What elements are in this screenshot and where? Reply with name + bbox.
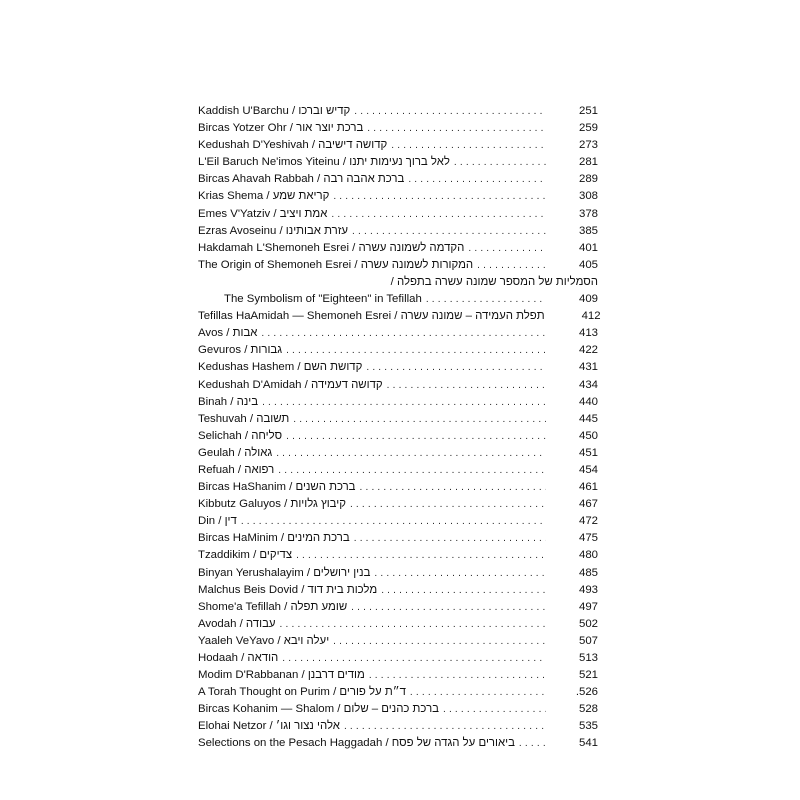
dot-leader [331, 206, 546, 223]
toc-entry-title: שומע תפלה / Shome'a Tefillah [198, 600, 348, 613]
toc-entry [198, 120, 598, 137]
toc-entry-page: 493 [578, 583, 598, 596]
toc-entry-title: דין / Din [198, 515, 237, 528]
toc-entry-title: ברכת כהנים – שלום / Bircas Kohanim — Shalom [198, 703, 439, 716]
toc-entry [198, 684, 598, 701]
toc-entry-title: The Symbolism of "Eighteen" in Tefillah [224, 293, 422, 306]
toc-entry [198, 188, 598, 205]
dot-leader [426, 291, 546, 308]
dot-leader [360, 479, 547, 496]
dot-leader [261, 325, 546, 342]
dot-leader [278, 462, 546, 479]
dot-leader [381, 582, 546, 599]
toc-entry-page: 535 [578, 720, 598, 733]
toc-entry-page: 385 [578, 224, 598, 237]
toc-entry-page: 440 [578, 395, 598, 408]
toc-entry-title: תפלת העמידה – שמונה עשרה / Tefillas HaAmidah — Shemoneh Esrei [198, 310, 545, 323]
dot-leader [344, 718, 546, 735]
toc-entry [198, 359, 598, 376]
toc-entry-page: 259 [578, 122, 598, 135]
toc-entry [198, 206, 598, 223]
toc-entry-page: 467 [578, 498, 598, 511]
toc-entry [198, 496, 598, 513]
toc-entry [198, 223, 598, 240]
toc-entry-title: מודים דרבנן / Modim D'Rabbanan [198, 669, 365, 682]
table-of-contents [198, 103, 601, 753]
toc-entry-title: אמת ויציב / Emes V'Yatziv [198, 207, 328, 220]
toc-entry-page: 485 [578, 566, 598, 579]
toc-entry-title: ברכת אהבה רבה / Bircas Ahavah Rabbah [198, 173, 405, 186]
toc-entry-title: הודאה / Hodaah [198, 652, 279, 664]
dot-leader [262, 394, 546, 411]
toc-entry-page: 308 [578, 190, 598, 203]
toc-entry [198, 103, 598, 120]
toc-entry [198, 394, 598, 411]
toc-entry-page: 289 [578, 173, 598, 186]
toc-entry-page: 401 [578, 241, 598, 254]
toc-entry-page: 445 [578, 412, 598, 425]
toc-entry-page: 521 [578, 669, 598, 682]
toc-entry-page: 513 [578, 652, 598, 664]
toc-entry-title: קדושה דעמידה / Kedushah D'Amidah [198, 378, 383, 391]
toc-entry [198, 530, 598, 547]
toc-entry [198, 291, 598, 308]
toc-entry-title: מלכות בית דוד / Malchus Beis Dovid [198, 583, 378, 596]
toc-entry [198, 565, 598, 582]
toc-entry-title: גבורות / Gevuros [198, 344, 283, 357]
dot-leader [443, 701, 546, 718]
dot-leader [468, 240, 546, 257]
toc-entry [198, 240, 598, 257]
dot-leader [374, 565, 546, 582]
dot-leader [286, 342, 546, 359]
toc-entry-title: קדושת השם / Kedushas Hashem [198, 361, 363, 374]
toc-entry-title: קדיש וברכו / Kaddish U'Barchu [198, 105, 351, 117]
toc-entry-page: 251 [578, 105, 598, 117]
dot-leader [354, 103, 546, 120]
toc-entry-page: 461 [578, 481, 598, 494]
toc-entry-title: המקורות לשמונה עשרה / The Origin of Shemoneh Esrei [198, 258, 474, 271]
toc-entry-title: ביאורים על הגדה של פסח / Selections on the Pesach Haggadah [198, 737, 515, 750]
dot-leader [354, 530, 546, 547]
toc-entry-page: 472 [578, 515, 598, 528]
toc-entry-page: 413 [578, 327, 598, 340]
dot-leader [350, 496, 546, 513]
toc-entry [198, 308, 601, 325]
dot-leader [241, 513, 546, 530]
toc-entry-page: 431 [578, 361, 598, 374]
toc-entry [198, 667, 598, 684]
toc-entry-page: 409 [578, 293, 598, 306]
toc-entry [198, 462, 598, 479]
toc-entry-title: ברכת יוצר אור / Bircas Yotzer Ohr [198, 122, 364, 135]
toc-entry-title: קריאת שמע / Krias Shema [198, 190, 330, 203]
toc-entry [198, 428, 598, 445]
toc-entry-title: גאולה / Geulah [198, 446, 273, 459]
dot-leader [293, 411, 546, 428]
toc-entry [198, 547, 598, 564]
dot-leader [333, 633, 546, 650]
toc-entry-page: 281 [578, 156, 598, 169]
toc-entry [198, 599, 598, 616]
toc-entry [198, 513, 598, 530]
toc-entry-page: 480 [578, 549, 598, 562]
toc-entry-page: 422 [578, 344, 598, 357]
toc-entry-title: קדושה דישיבה / Kedushah D'Yeshivah [198, 139, 388, 152]
toc-entry-page: 273 [578, 139, 598, 152]
dot-leader [366, 359, 546, 376]
toc-entry [198, 154, 598, 171]
toc-entry-page: 507 [578, 634, 598, 647]
toc-entry-title: הקדמה לשמונה עשרה / Hakdamah L'Shemoneh Esrei [198, 241, 465, 254]
toc-entry-title: הסמליות של המספר שמונה עשרה בתפלה / [390, 275, 598, 288]
dot-leader [519, 735, 546, 752]
dot-leader [387, 377, 546, 394]
toc-entry [198, 735, 598, 752]
toc-entry-page: 497 [578, 600, 598, 613]
toc-entry-title: אלהי נצור וגו׳ / Elohai Netzor [198, 720, 340, 733]
toc-entry [198, 445, 598, 462]
toc-entry-title: אבות / Avos [198, 327, 258, 340]
toc-entry [198, 650, 598, 667]
toc-entry [198, 582, 598, 599]
toc-entry-title: עזרת אבותינו / Ezras Avoseinu [198, 224, 349, 237]
toc-entry-page: 475 [578, 532, 598, 545]
toc-entry [198, 633, 598, 650]
toc-entry-page: 405 [578, 258, 598, 271]
toc-entry-page: 450 [578, 429, 598, 442]
toc-entry-title: ברכת המינים / Bircas HaMinim [198, 532, 350, 545]
toc-entry [198, 257, 598, 274]
dot-leader [296, 547, 546, 564]
toc-entry-page: 502 [578, 617, 598, 630]
dot-leader [454, 154, 546, 171]
dot-leader [282, 650, 546, 667]
dot-leader [367, 120, 546, 137]
toc-entry-title: לאל ברוך נעימות יתנו / L'Eil Baruch Ne'imos Yiteinu [198, 156, 450, 169]
toc-entry [198, 616, 598, 633]
toc-entry-page: 378 [578, 207, 598, 220]
toc-entry-title: יעלה ויבא / Yaaleh VeYavo [198, 634, 330, 647]
dot-leader [286, 428, 546, 445]
toc-entry [198, 171, 598, 188]
toc-entry-title: צדיקים / Tzaddikim [198, 549, 293, 562]
dot-leader [477, 257, 546, 274]
toc-entry [198, 718, 598, 735]
toc-entry [198, 274, 598, 291]
dot-leader [408, 171, 546, 188]
toc-entry [198, 342, 598, 359]
toc-entry-title: סליחה / Selichah [198, 429, 283, 442]
toc-entry [198, 411, 598, 428]
toc-entry-title: בנין ירושלים / Binyan Yerushalayim [198, 566, 371, 579]
dot-leader [280, 616, 546, 633]
toc-entry-page: 412 [581, 310, 601, 323]
toc-entry-title: תשובה / Teshuvah [198, 412, 290, 425]
toc-entry-title: רפואה / Refuah [198, 463, 275, 476]
toc-entry-title: קיבוץ גלויות / Kibbutz Galuyos [198, 498, 346, 511]
toc-entry-title: עבודה / Avodah [198, 617, 276, 630]
toc-entry-page: 528 [578, 703, 598, 716]
toc-entry-title: ברכת השנים / Bircas HaShanim [198, 481, 356, 494]
toc-entry-page: 541 [578, 737, 598, 750]
dot-leader [333, 188, 546, 205]
toc-entry-title: בינה / Binah [198, 395, 259, 408]
toc-entry [198, 325, 598, 342]
toc-entry-page: 434 [578, 378, 598, 391]
dot-leader [410, 684, 546, 701]
toc-entry [198, 377, 598, 394]
toc-entry-page: 451 [578, 446, 598, 459]
toc-entry-title: ד״ת על פורים / A Torah Thought on Purim [198, 686, 406, 699]
toc-entry-page: 454 [578, 463, 598, 476]
toc-entry-page: .526 [575, 686, 598, 699]
dot-leader [276, 445, 546, 462]
dot-leader [352, 223, 546, 240]
dot-leader [369, 667, 546, 684]
dot-leader [351, 599, 546, 616]
toc-entry [198, 701, 598, 718]
toc-entry [198, 137, 598, 154]
toc-entry [198, 479, 598, 496]
dot-leader [391, 137, 546, 154]
